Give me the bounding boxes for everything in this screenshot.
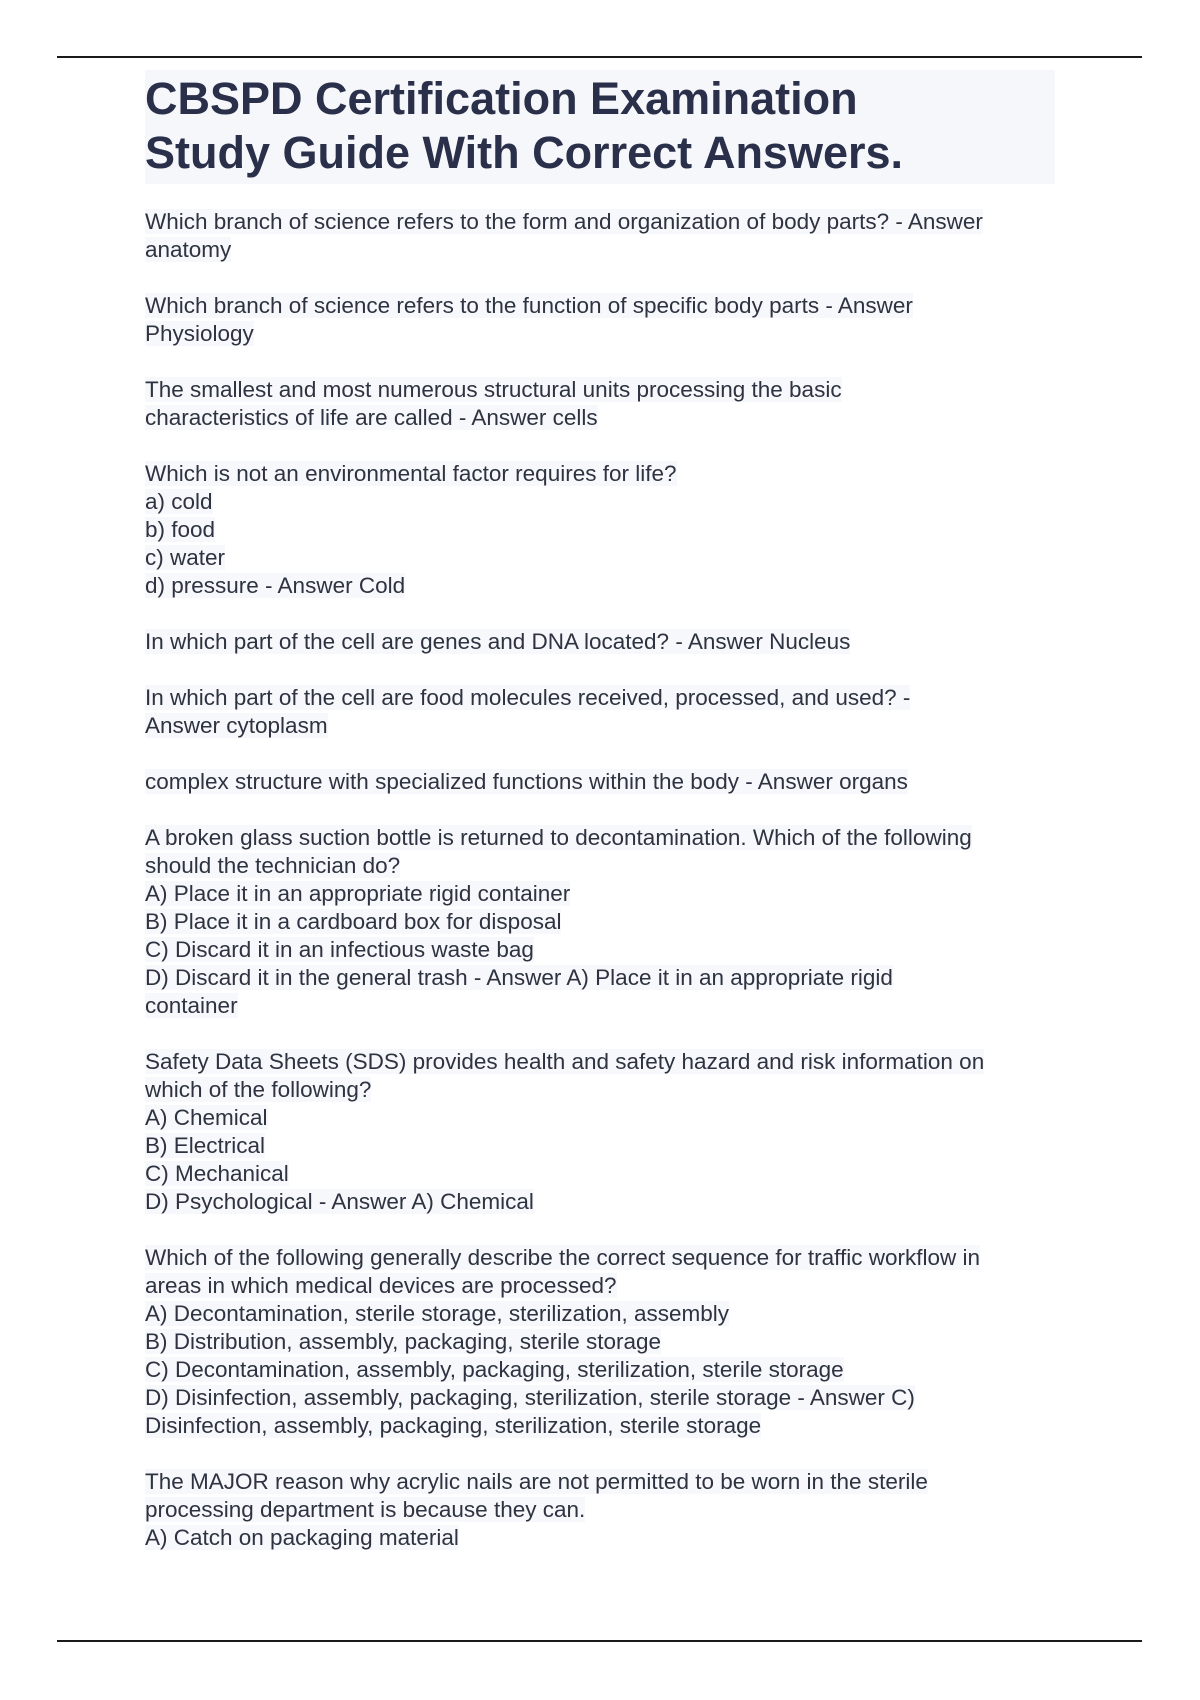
question-answer-list bbox=[145, 208, 1055, 1552]
question-block bbox=[145, 768, 1055, 796]
question-line bbox=[145, 1328, 1055, 1356]
question-line bbox=[145, 908, 1055, 936]
question-block bbox=[145, 824, 1055, 1020]
question-line-text: C) Discard it in an infectious waste bag bbox=[145, 937, 534, 962]
question-line-text: C) Mechanical bbox=[145, 1161, 289, 1186]
question-line bbox=[145, 628, 1055, 656]
question-line-text: D) Psychological - Answer A) Chemical bbox=[145, 1189, 534, 1214]
question-line-text: B) Distribution, assembly, packaging, sterile storage bbox=[145, 1329, 662, 1354]
question-line bbox=[145, 964, 1055, 992]
question-line bbox=[145, 1300, 1055, 1328]
question-line bbox=[145, 516, 1055, 544]
question-line-text: Which is not an environmental factor requires for life? bbox=[145, 461, 677, 486]
question-line bbox=[145, 1272, 1055, 1300]
question-block bbox=[145, 1244, 1055, 1440]
question-line bbox=[145, 1384, 1055, 1412]
question-line bbox=[145, 1496, 1055, 1524]
question-line-text: A) Chemical bbox=[145, 1105, 268, 1130]
question-line-text: A) Place it in an appropriate rigid container bbox=[145, 881, 571, 906]
question-line-text: container bbox=[145, 993, 238, 1018]
question-line-text: Which branch of science refers to the form and organization of body parts? - Answer bbox=[145, 209, 983, 234]
question-block bbox=[145, 292, 1055, 348]
question-line bbox=[145, 1104, 1055, 1132]
top-rule bbox=[57, 56, 1142, 58]
question-line-text: should the technician do? bbox=[145, 853, 401, 878]
question-line-text: Which of the following generally describe the correct sequence for traffic workflow in bbox=[145, 1245, 980, 1270]
question-line-text: D) Disinfection, assembly, packaging, sterilization, sterile storage - Answer C) bbox=[145, 1385, 915, 1410]
question-line bbox=[145, 992, 1055, 1020]
question-line bbox=[145, 768, 1055, 796]
question-line bbox=[145, 1524, 1055, 1552]
question-block bbox=[145, 1048, 1055, 1216]
question-line bbox=[145, 488, 1055, 516]
question-line bbox=[145, 824, 1055, 852]
question-line-text: areas in which medical devices are processed? bbox=[145, 1273, 617, 1298]
document-page bbox=[145, 70, 1055, 1580]
question-line-text: In which part of the cell are genes and DNA located? - Answer Nucleus bbox=[145, 629, 851, 654]
question-line-text: which of the following? bbox=[145, 1077, 372, 1102]
question-line bbox=[145, 1468, 1055, 1496]
question-line bbox=[145, 292, 1055, 320]
question-line-text: Safety Data Sheets (SDS) provides health and safety hazard and risk information on bbox=[145, 1049, 985, 1074]
question-line bbox=[145, 852, 1055, 880]
question-line-text: b) food bbox=[145, 517, 216, 542]
question-line-text: characteristics of life are called - Answer cells bbox=[145, 405, 598, 430]
question-line-text: A broken glass suction bottle is returned to decontamination. Which of the following bbox=[145, 825, 972, 850]
question-line bbox=[145, 460, 1055, 488]
question-line bbox=[145, 1412, 1055, 1440]
document-title bbox=[145, 70, 1055, 184]
question-line bbox=[145, 404, 1055, 432]
question-line-text: In which part of the cell are food molecules received, processed, and used? - bbox=[145, 685, 911, 710]
question-line-text: Physiology bbox=[145, 321, 254, 346]
title-line-1: CBSPD Certification Examination bbox=[145, 73, 858, 124]
question-line-text: anatomy bbox=[145, 237, 232, 262]
question-line-text: B) Place it in a cardboard box for disposal bbox=[145, 909, 562, 934]
question-line-text: D) Discard it in the general trash - Answer A) Place it in an appropriate rigid bbox=[145, 965, 893, 990]
question-line bbox=[145, 1244, 1055, 1272]
question-line bbox=[145, 236, 1055, 264]
question-line bbox=[145, 684, 1055, 712]
question-line bbox=[145, 712, 1055, 740]
question-line bbox=[145, 1188, 1055, 1216]
question-line bbox=[145, 208, 1055, 236]
question-line-text: C) Decontamination, assembly, packaging, sterilization, sterile storage bbox=[145, 1357, 844, 1382]
question-line bbox=[145, 1160, 1055, 1188]
question-line bbox=[145, 1132, 1055, 1160]
question-line-text: Which branch of science refers to the function of specific body parts - Answer bbox=[145, 293, 913, 318]
question-block bbox=[145, 628, 1055, 656]
question-line-text: The MAJOR reason why acrylic nails are not permitted to be worn in the sterile bbox=[145, 1469, 928, 1494]
question-block bbox=[145, 208, 1055, 264]
question-line bbox=[145, 1356, 1055, 1384]
question-line-text: Disinfection, assembly, packaging, sterilization, sterile storage bbox=[145, 1413, 762, 1438]
question-line bbox=[145, 1076, 1055, 1104]
question-line bbox=[145, 572, 1055, 600]
question-line bbox=[145, 880, 1055, 908]
question-block bbox=[145, 376, 1055, 432]
question-line bbox=[145, 320, 1055, 348]
question-block bbox=[145, 1468, 1055, 1552]
question-line-text: a) cold bbox=[145, 489, 213, 514]
question-line-text: The smallest and most numerous structural units processing the basic bbox=[145, 377, 842, 402]
question-block bbox=[145, 460, 1055, 600]
title-line-2: Study Guide With Correct Answers. bbox=[145, 127, 904, 178]
question-line bbox=[145, 376, 1055, 404]
question-line-text: A) Decontamination, sterile storage, sterilization, assembly bbox=[145, 1301, 730, 1326]
question-line-text: d) pressure - Answer Cold bbox=[145, 573, 406, 598]
question-line-text: B) Electrical bbox=[145, 1133, 266, 1158]
question-line-text: complex structure with specialized functions within the body - Answer organs bbox=[145, 769, 908, 794]
question-line-text: c) water bbox=[145, 545, 226, 570]
question-line bbox=[145, 1048, 1055, 1076]
question-block bbox=[145, 684, 1055, 740]
question-line-text: processing department is because they can. bbox=[145, 1497, 586, 1522]
question-line-text: Answer cytoplasm bbox=[145, 713, 328, 738]
question-line bbox=[145, 544, 1055, 572]
question-line bbox=[145, 936, 1055, 964]
question-line-text: A) Catch on packaging material bbox=[145, 1525, 459, 1550]
bottom-rule bbox=[57, 1640, 1142, 1642]
